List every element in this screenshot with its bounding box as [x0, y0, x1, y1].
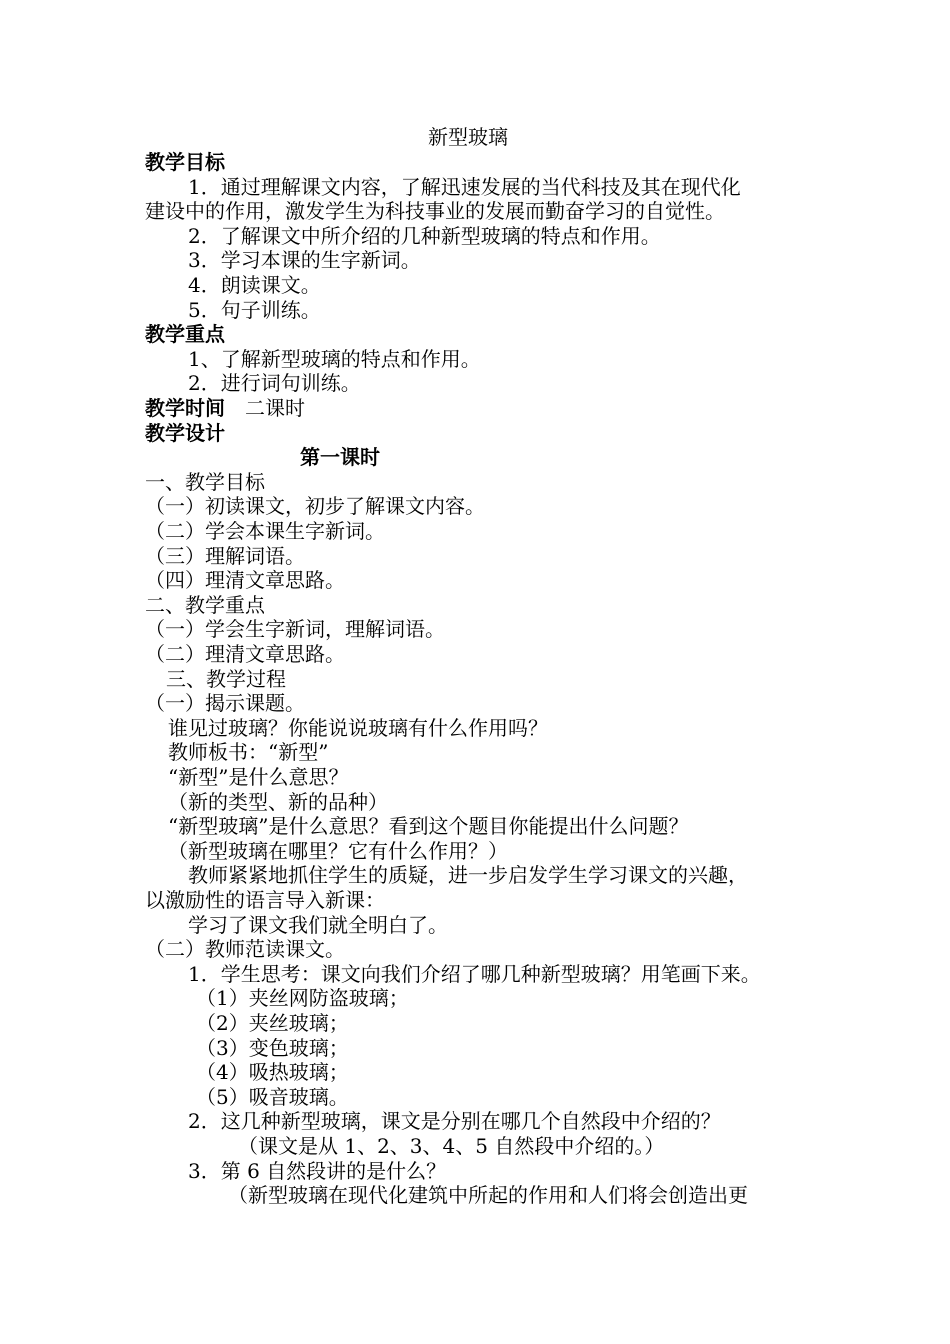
text-line [168, 790, 388, 815]
text-line [145, 199, 725, 224]
text-line [168, 716, 548, 741]
text-line [145, 568, 345, 593]
text-line [168, 765, 348, 790]
line-text: 三、教学过程 [166, 666, 286, 691]
document-title: 新型玻璃 [428, 125, 508, 149]
line-text: 二、教学重点 [145, 592, 265, 617]
line-text: 学习了课文我们就全明白了。 [188, 912, 448, 937]
line-text: 教学目标 [145, 150, 225, 174]
text-line [228, 1183, 748, 1208]
text-line [168, 740, 328, 765]
text-line [145, 150, 225, 175]
text-line [145, 937, 345, 962]
line-text: 1、了解新型玻璃的特点和作用。 [188, 346, 481, 371]
text-line [145, 691, 305, 716]
text-line [188, 298, 321, 323]
line-text: 2．了解课文中所介绍的几种新型玻璃的特点和作用。 [188, 223, 661, 248]
line-text: 2．进行词句训练。 [188, 371, 361, 396]
line-text: 第一课时 [300, 445, 380, 470]
text-line [238, 1134, 664, 1159]
text-line [168, 814, 688, 839]
line-text: 4．朗读课文。 [188, 273, 321, 297]
line-text: （一）初读课文，初步了解课文内容。 [145, 494, 485, 519]
line-text: 教学设计 [145, 420, 225, 445]
line-text: （二）理清文章思路。 [145, 642, 345, 666]
text-line [196, 1060, 349, 1085]
text-line [196, 986, 409, 1011]
text-line [145, 519, 385, 544]
text-line [188, 863, 748, 888]
text-line [188, 913, 448, 938]
text-line [166, 667, 286, 692]
line-text: （新的类型、新的品种） [168, 789, 388, 814]
line-text: （课文是从 1、2、3、4、5 自然段中介绍的。） [238, 1134, 665, 1158]
text-line [145, 617, 445, 642]
line-text: 5．句子训练。 [188, 297, 321, 322]
text-line [168, 839, 508, 864]
line-text: （1）夹丝网防盗玻璃； [196, 986, 409, 1011]
text-line [145, 470, 265, 495]
text-line [188, 248, 421, 273]
text-line [188, 273, 321, 298]
line-text: （三）理解词语。 [145, 543, 305, 568]
line-text: 教学时间 [145, 396, 225, 420]
line-text: 2．这几种新型玻璃，课文是分别在哪几个自然段中介绍的？ [188, 1109, 721, 1134]
text-line [145, 494, 485, 519]
line-text: “新型”是什么意思？ [168, 765, 349, 789]
line-text: 教学重点 [145, 322, 225, 347]
text-line [188, 962, 761, 987]
text-line [300, 445, 380, 470]
line-text: 1．学生思考：课文向我们介绍了哪几种新型玻璃？用笔画下来。 [188, 961, 761, 986]
line-text: （二）教师范读课文。 [145, 937, 345, 962]
line-text: 教师紧紧地抓住学生的质疑，进一步启发学生学习课文的兴趣， [188, 863, 748, 888]
line-text: “新型玻璃”是什么意思？看到这个题目你能提出什么问题？ [168, 814, 689, 839]
text-line [196, 1085, 349, 1110]
text-line [145, 396, 305, 421]
line-text: 一、教学目标 [145, 469, 265, 494]
text-line [145, 642, 345, 667]
text-line [188, 1159, 446, 1184]
text-line [145, 888, 385, 913]
text-line [196, 1011, 349, 1036]
line-text: （4）吸热玻璃； [196, 1060, 349, 1085]
line-suffix: 二课时 [225, 396, 305, 420]
text-line [188, 347, 481, 372]
text-line [196, 1036, 349, 1061]
line-text: 3．第 6 自然段讲的是什么？ [188, 1158, 447, 1183]
text-line [145, 421, 225, 446]
line-text: 谁见过玻璃？你能说说玻璃有什么作用吗？ [168, 715, 548, 740]
text-line [145, 544, 305, 569]
line-text: （5）吸音玻璃。 [196, 1084, 349, 1109]
line-text: （2）夹丝玻璃； [196, 1011, 349, 1035]
line-text: （新型玻璃在哪里？它有什么作用？） [168, 838, 508, 863]
line-text: （一）揭示课题。 [145, 691, 305, 716]
line-text: （四）理清文章思路。 [145, 568, 345, 593]
line-text: （一）学会生字新词，理解词语。 [145, 617, 445, 642]
line-text: 教师板书：“新型” [168, 740, 329, 765]
line-text: 以激励性的语言导入新课： [145, 888, 385, 912]
line-text: 建设中的作用，激发学生为科技事业的发展而勤奋学习的自觉性。 [145, 199, 725, 224]
text-line [188, 371, 361, 396]
line-text: 3．学习本课的生字新词。 [188, 248, 421, 273]
line-text: 1．通过理解课文内容，了解迅速发展的当代科技及其在现代化 [188, 174, 741, 199]
text-line [188, 175, 741, 200]
line-text: （二）学会本课生字新词。 [145, 519, 385, 543]
line-text: （3）变色玻璃； [196, 1035, 349, 1060]
text-line [145, 593, 265, 618]
text-line [188, 224, 661, 249]
line-text: （新型玻璃在现代化建筑中所起的作用和人们将会创造出更 [228, 1183, 748, 1208]
text-line [145, 322, 225, 347]
text-line [188, 1109, 721, 1134]
